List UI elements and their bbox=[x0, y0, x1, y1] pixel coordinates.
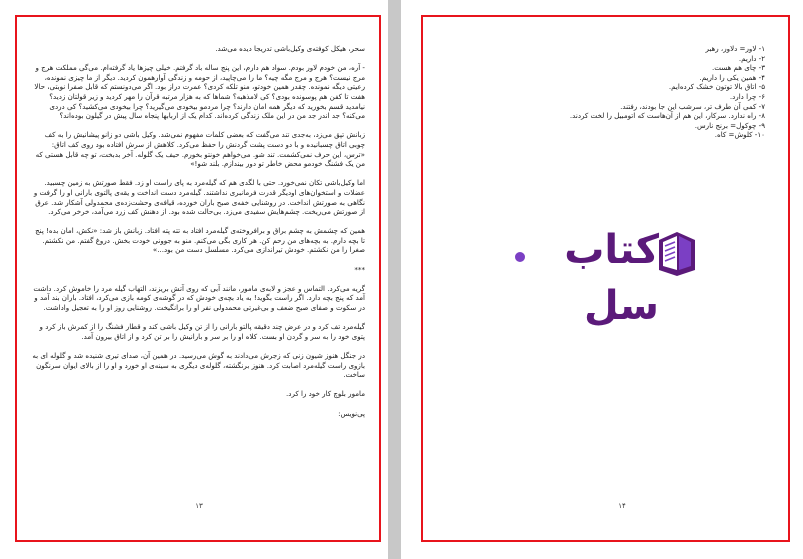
page-number: ۱۳ bbox=[195, 502, 203, 510]
paragraph: گیله‌مرد تف کرد و در عرض چند دقیقه پالتو بارانی را از تن وکیل باشی کند و قطار فشنگ را از کمرش باز کرد و پتوی خود را به سر و گردن او بست. کلاه او را بر سر و بارانیش را بر تن کرد و از اتاق بیرون آمد. bbox=[39, 322, 365, 341]
watermark-logo bbox=[509, 222, 699, 329]
paragraph: سحر، هیکل کوفته‌ی وکیل‌باشی تدریجا دیده می‌شد. bbox=[215, 44, 365, 53]
paragraph: گریه می‌کرد. التماس و عجز و لابه‌ی مامور، مانند آبی که روی آتش بریزند، التهاب گیله مرد را خاموش کرد. داشت آمد که پنج بچه دارد. اگر راست بگوید! به یاد بچه‌ی خودش که در گوشه‌ی کومه بازی می‌کرد، افتاد. باران بند آمد و در سکوت و صفای صبح ضعف و بی‌غیرتی محمدولی نفر او را برانگیخت. روشنایی روز او را به تعجیل واداشت. bbox=[33, 283, 365, 313]
paragraph: اما وکیل‌باشی تکان نمی‌خورد. حتی با لگدی هم که گیله‌مرد به پای راست او زد. فقط صورتش به زمین چسبید. عضلات و استخوان‌های اودیگر قدرت فرمانبری نداشتند. گیله‌مرد دست انداخت و یقه‌ی پالتوی بارانی او را گرفت و نگاهی به صورتش انداخت. در روشنایی خفه‌ی صبح باران خورده، قیافه‌ی وحشت‌زده‌ی محمدولی آشکار شد. عرق از صورتش می‌ریخت. چشم‌هایش سفیدی می‌زد. بی‌حالت شده بود. از دهنش کف زرد می‌آمد، خرخر می‌کرد. bbox=[33, 178, 365, 217]
footnote-heading: پی‌نویس: bbox=[338, 408, 365, 418]
left-page bbox=[0, 0, 388, 559]
paragraph: زبانش تپق می‌زد، به‌جدی تند می‌گفت که بعضی کلمات مفهوم نمی‌شد. وکیل باشی دو زانو پیشانیش را به کف چوبی اتاق چسبانیده و با دو دست پشت گردنش را حفظ می‌کرد. کلاهش از سرش افتاده بود روی کف اتاق: «ترس، این حرف نمی‌کشمت. تند شو. می‌خواهم خونتو بخورم. حیف یک گلوله. آخر بدبخت، تو چه قابل هستی که من یک فشنگ خودمو محض خاطر تو دور بیندازم. بلند شو!» bbox=[35, 130, 365, 169]
paragraph: - آره، من خودم لاور بودم. سواد هم دارم، این پنج ساله باد گرفتم. خیلی چیزها یاد گرفته‌ام. می‌گی مملکت هرج و مرج نیست؟ هرج و مرج مگه چیه؟ ما را می‌چاپید، از حومه و زندگی آوارهمون کردید. دیگر از ما چیزی نمونده، رعیتی دیگه نمونده. چقدر همین خودتو، منو تلکه کردی؟ عمرت دراز بود. اگر می‌دونستم که قابل صفرا نوبتی، حالا هفت تا کفن هم پوسونده بودی؟ کی لامذهبه؟ شماها که به هزار مرتبه قرآن را مهر کردید و زیر قولتان زدید؟ نیامدید قسم بخورید که دیگر همه امان دارند؟ چرا مردمو بیخودی می‌گیرید؟ چرا بیخودی می‌کشید؟ کی دردی می‌کنه؟ جد اندر جد من در این ملک زندگی کرده‌اند. کدام یک از اربابها پنجاه سال پیش در گیلون بوده‌اند؟ bbox=[34, 63, 365, 121]
page-number: ۱۴ bbox=[618, 502, 626, 510]
logo-text: کتاب سل bbox=[564, 227, 659, 329]
footnote-item: ۳- چای هم هست. bbox=[712, 63, 765, 73]
section-separator: *** bbox=[354, 264, 365, 274]
footnote-item: ۲- داریم. bbox=[738, 53, 765, 63]
footnote-item: ۱۰- کلوش= کاه. bbox=[714, 130, 765, 140]
right-page bbox=[401, 0, 803, 559]
footnote-item: ۴- همین یکی را داریم. bbox=[699, 72, 765, 82]
paragraph: همین که چشمش به چشم براق و برافروخته‌ی گیله‌مرد افتاد به تته پته افتاد. زبانش باز شد: «نکش، امان بده! پنج تا بچه دارم. به بچه‌های من رحم کن. هر کاری بگی می‌کنم. منو به جوونی خودت بخش. دروغ گفتم. من نکشتم. صغرا را من نکشتم. خودش تیراندازی می‌کرد. مسلسل دست من بود...» bbox=[35, 226, 365, 255]
book-icon bbox=[655, 230, 699, 276]
footnote-item: ۹- چوکول= برنج نارس. bbox=[694, 120, 765, 130]
logo-dot bbox=[515, 252, 525, 262]
paragraph: در جنگل هنوز شیون زنی که زجرش می‌دادند به گوش می‌رسید. در همین آن، صدای تیری شنیده شد و گلوله ای به بازوی راست گیله‌مرد اصابت کرد. هنوز برنگشته، گلوله‌ی دیگری به سینه‌ی او خورد و او را از بالای ایوان سرنگون ساخت. bbox=[32, 351, 365, 380]
footnote-item: ۵- اتاق بالا توتون خشک کرده‌ایم. bbox=[668, 82, 765, 92]
paragraph: مامور بلوچ کار خود را کرد. bbox=[286, 389, 365, 399]
left-page-text bbox=[30, 44, 365, 428]
footnote-item: ۶- چرا دارد. bbox=[729, 91, 765, 101]
footnote-item: ۱- لاور= دلاور، رهبر bbox=[705, 44, 765, 53]
footnote-list bbox=[441, 44, 765, 140]
footnote-item: ۸- راه ندارد. سرکار، این هم از آن‌هاست که اتومبیل را لخت کردند. bbox=[569, 111, 765, 121]
footnote-item: ۷- کمی آن طرف تر، سرشب این جا بودند، رفتند. bbox=[620, 101, 765, 111]
